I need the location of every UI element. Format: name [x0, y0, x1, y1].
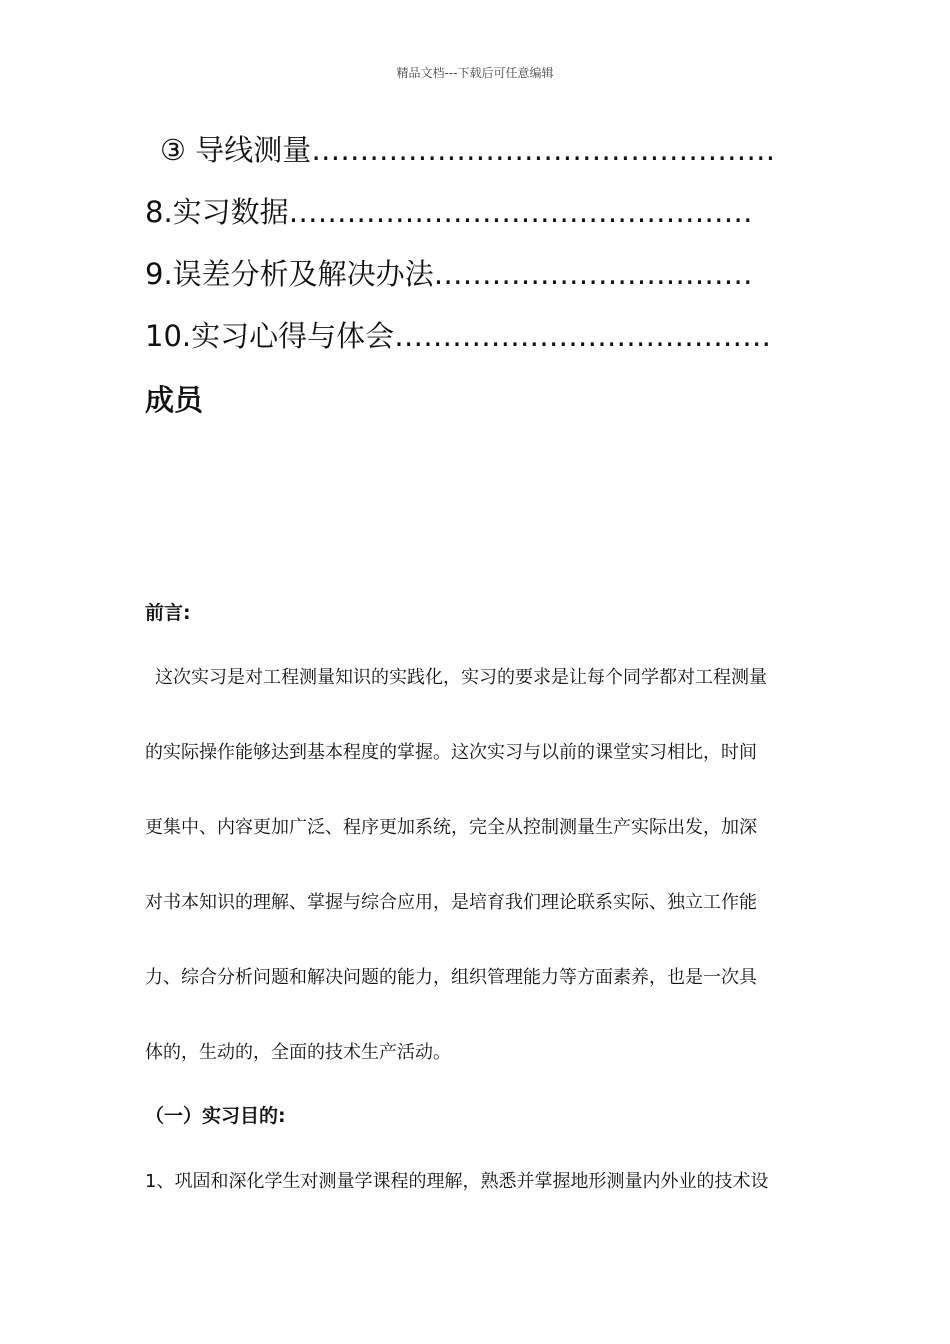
toc-item-error-analysis: 9.误差分析及解决办法……………………………	[145, 257, 753, 291]
preface-line: 这次实习是对工程测量知识的实践化，实习的要求是让每个同学都对工程测量	[155, 667, 767, 688]
toc-item-traverse: ③ 导线测量…………………………………………	[160, 133, 776, 167]
preface-line: 的实际操作能够达到基本程度的掌握。这次实习与以前的课堂实习相比，时间	[145, 742, 757, 763]
preface-line: 体的，生动的，全面的技术生产活动。	[145, 1042, 451, 1063]
preface-line: 更集中、内容更加广泛、程序更加系统，完全从控制测量生产实际出发，加深	[145, 817, 757, 838]
toc-item-data: 8.实习数据…………………………………………	[145, 195, 753, 229]
preface-line: 对书本知识的理解、掌握与综合应用，是培育我们理论联系实际、独立工作能	[145, 892, 757, 913]
toc-item-experience: 10.实习心得与体会…………………………………	[145, 319, 772, 353]
purpose-line: 1、巩固和深化学生对测量学课程的理解，熟悉并掌握地形测量内外业的技术设	[145, 1171, 769, 1192]
purpose-heading: （一）实习目的:	[145, 1105, 286, 1127]
page-header: 精品文档---下载后可任意编辑	[396, 66, 554, 80]
preface-line: 力、综合分析问题和解决问题的能力，组织管理能力等方面素养，也是一次具	[145, 967, 757, 988]
preface-heading: 前言:	[145, 602, 191, 624]
members-heading: 成员	[145, 383, 204, 417]
